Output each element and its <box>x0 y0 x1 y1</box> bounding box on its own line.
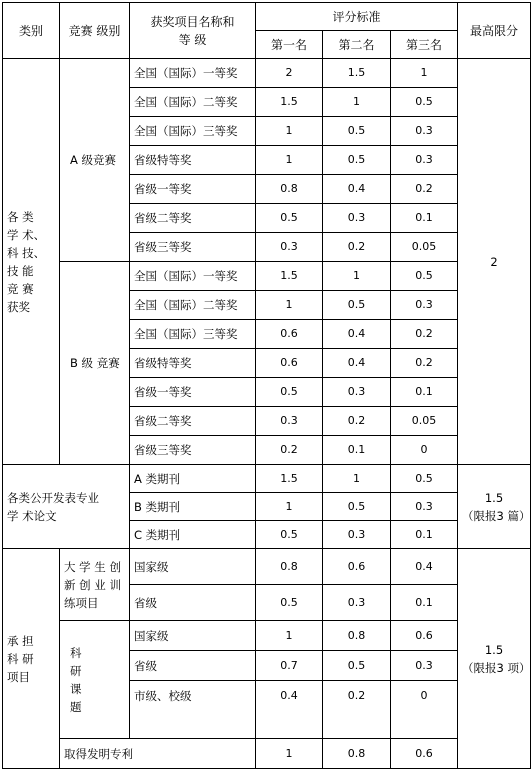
score-first: 0.4 <box>256 681 323 739</box>
award-name: 省级特等奖 <box>130 349 256 378</box>
header-level: 竞赛 级别 <box>60 3 130 59</box>
score-second: 0.5 <box>323 493 391 521</box>
score-second: 1 <box>323 88 391 117</box>
score-first: 1 <box>256 621 323 651</box>
category-competition: 各 类 学 术、 科 技、 技 能 竞 赛 获奖 <box>3 59 60 465</box>
table-row <box>3 59 531 88</box>
table-row <box>3 549 531 585</box>
score-first: 0.3 <box>256 233 323 262</box>
score-second: 1 <box>323 262 391 291</box>
table-row <box>3 621 531 651</box>
score-third: 0.5 <box>391 88 458 117</box>
score-second: 0.4 <box>323 320 391 349</box>
score-first: 0.6 <box>256 349 323 378</box>
header-criteria: 评分标准 <box>256 3 458 31</box>
score-first: 1.5 <box>256 88 323 117</box>
header-category: 类别 <box>3 3 60 59</box>
score-first: 1 <box>256 117 323 146</box>
journal-type: C 类期刊 <box>130 521 256 549</box>
score-third: 0.1 <box>391 585 458 621</box>
score-third: 0.05 <box>391 233 458 262</box>
award-name: 全国（国际）二等奖 <box>130 88 256 117</box>
project-level: 国家级 <box>130 549 256 585</box>
category-papers: 各类公开发表专业 学 术论文 <box>3 465 130 549</box>
score-table-container <box>2 2 531 769</box>
level-a: A 级竞赛 <box>60 59 130 262</box>
score-third: 0.05 <box>391 407 458 436</box>
score-third: 0.1 <box>391 378 458 407</box>
score-second: 0.6 <box>323 549 391 585</box>
award-name: 全国（国际）二等奖 <box>130 291 256 320</box>
score-first: 1.5 <box>256 262 323 291</box>
score-third: 0.5 <box>391 262 458 291</box>
score-second: 0.3 <box>323 204 391 233</box>
score-first: 0.8 <box>256 549 323 585</box>
award-name: 省级三等奖 <box>130 436 256 465</box>
score-first: 0.8 <box>256 175 323 204</box>
score-third: 0.3 <box>391 146 458 175</box>
journal-type: B 类期刊 <box>130 493 256 521</box>
header-award-name: 获奖项目名称和 等 级 <box>130 3 256 59</box>
score-second: 0.4 <box>323 175 391 204</box>
score-third: 0.3 <box>391 291 458 320</box>
patent-label: 取得发明专利 <box>60 739 256 769</box>
scoring-standards-table <box>2 2 531 769</box>
score-third: 0.1 <box>391 521 458 549</box>
score-first: 0.5 <box>256 585 323 621</box>
score-second: 0.8 <box>323 621 391 651</box>
score-third: 0.3 <box>391 117 458 146</box>
score-third: 0.1 <box>391 204 458 233</box>
award-name: 全国（国际）三等奖 <box>130 320 256 349</box>
score-third: 0.6 <box>391 621 458 651</box>
score-third: 0.2 <box>391 175 458 204</box>
score-second: 1.5 <box>323 59 391 88</box>
score-first: 1 <box>256 493 323 521</box>
score-third: 0.3 <box>391 493 458 521</box>
score-second: 0.2 <box>323 233 391 262</box>
score-first: 0.5 <box>256 204 323 233</box>
award-name: 省级一等奖 <box>130 175 256 204</box>
award-name: 省级二等奖 <box>130 407 256 436</box>
score-first: 1.5 <box>256 465 323 493</box>
project-level: 省级 <box>130 585 256 621</box>
level-research-projects: 科 研 课 题 <box>60 621 130 739</box>
score-first: 1 <box>256 739 323 769</box>
award-name: 全国（国际）三等奖 <box>130 117 256 146</box>
table-row <box>3 262 531 291</box>
score-third: 0.4 <box>391 549 458 585</box>
award-name: 全国（国际）一等奖 <box>130 262 256 291</box>
award-name: 省级三等奖 <box>130 233 256 262</box>
max-papers: 1.5 （限报3 篇） <box>458 465 531 549</box>
score-first: 0.5 <box>256 378 323 407</box>
score-third: 0 <box>391 681 458 739</box>
score-third: 0 <box>391 436 458 465</box>
score-first: 2 <box>256 59 323 88</box>
score-first: 0.5 <box>256 521 323 549</box>
level-b: B 级 竞赛 <box>60 262 130 465</box>
score-first: 0.3 <box>256 407 323 436</box>
score-second: 0.2 <box>323 681 391 739</box>
score-first: 1 <box>256 146 323 175</box>
score-first: 0.2 <box>256 436 323 465</box>
score-second: 0.4 <box>323 349 391 378</box>
score-second: 1 <box>323 465 391 493</box>
table-row <box>3 465 531 493</box>
award-name: 省级二等奖 <box>130 204 256 233</box>
project-level: 市级、校级 <box>130 681 256 739</box>
table-row <box>3 739 531 769</box>
header-first: 第一名 <box>256 31 323 59</box>
award-name: 省级一等奖 <box>130 378 256 407</box>
score-second: 0.3 <box>323 378 391 407</box>
project-level: 国家级 <box>130 621 256 651</box>
header-third: 第三名 <box>391 31 458 59</box>
level-innovation: 大 学 生 创 新 创 业 训 练项目 <box>60 549 130 621</box>
score-second: 0.5 <box>323 651 391 681</box>
score-second: 0.2 <box>323 407 391 436</box>
score-second: 0.5 <box>323 117 391 146</box>
score-first: 0.6 <box>256 320 323 349</box>
score-third: 1 <box>391 59 458 88</box>
project-level: 省级 <box>130 651 256 681</box>
score-third: 0.3 <box>391 651 458 681</box>
category-research: 承 担 科 研 项目 <box>3 549 60 769</box>
award-name: 全国（国际）一等奖 <box>130 59 256 88</box>
score-third: 0.5 <box>391 465 458 493</box>
max-research: 1.5 （限报3 项） <box>458 549 531 769</box>
max-competition: 2 <box>458 59 531 465</box>
score-second: 0.8 <box>323 739 391 769</box>
score-first: 1 <box>256 291 323 320</box>
score-second: 0.1 <box>323 436 391 465</box>
score-third: 0.6 <box>391 739 458 769</box>
score-second: 0.5 <box>323 291 391 320</box>
score-third: 0.2 <box>391 320 458 349</box>
header-second: 第二名 <box>323 31 391 59</box>
score-second: 0.3 <box>323 521 391 549</box>
header-max-score: 最高限分 <box>458 3 531 59</box>
score-second: 0.3 <box>323 585 391 621</box>
score-third: 0.2 <box>391 349 458 378</box>
award-name: 省级特等奖 <box>130 146 256 175</box>
score-second: 0.5 <box>323 146 391 175</box>
journal-type: A 类期刊 <box>130 465 256 493</box>
score-first: 0.7 <box>256 651 323 681</box>
header-row <box>3 3 531 31</box>
